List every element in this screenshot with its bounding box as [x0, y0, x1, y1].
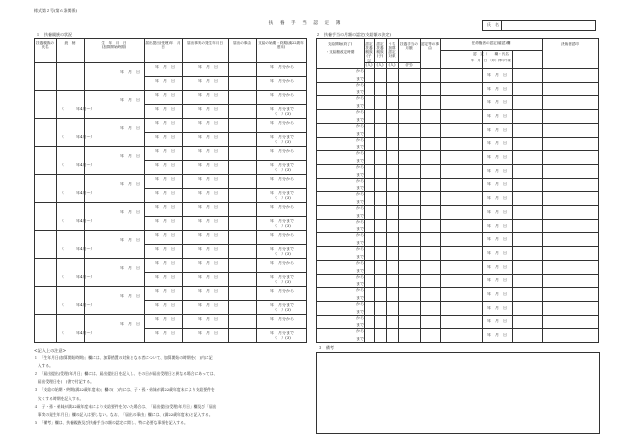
report-date-value[interactable]: 年 月 日 — [155, 121, 175, 125]
event-date-value[interactable]: 年 月 日 — [198, 205, 218, 209]
age-start-value[interactable]: （ 年4月～） — [60, 135, 95, 139]
start-change-made[interactable]: まで — [356, 158, 364, 163]
support-period-value[interactable]: 年 月分まで — [270, 331, 294, 335]
birthdate-value[interactable]: 年 月 日 — [120, 210, 140, 214]
grid-line — [34, 202, 306, 203]
remarks-title: ３ 備考 — [318, 345, 334, 350]
hdr-report-reason: 届出の事由 — [233, 41, 251, 45]
authority-date[interactable]: 年 月 日 — [487, 182, 507, 187]
report-date-value[interactable]: 年 月 日 — [155, 317, 175, 321]
report-date-value[interactable]: 年 月 日 — [155, 247, 175, 251]
hdr-monthly-amount: 扶養手当の月額 — [400, 42, 418, 51]
support-period-value[interactable]: 年 月分から — [270, 149, 294, 153]
grid-line — [228, 38, 229, 342]
start-change-made[interactable]: まで — [356, 76, 364, 81]
note-line: １ 「生年月日(加算開始時期)」欄には、加算措置の対象となる者について、加算開始の時期を( )内に記 — [34, 354, 213, 360]
age-start-value[interactable]: （ 年4月～） — [60, 191, 95, 195]
name-box[interactable] — [482, 20, 596, 31]
hdr-start-end: 支給開始(終了) ・支給額改定時期 — [325, 42, 355, 55]
support-end-age[interactable]: （ ）(3) — [273, 167, 291, 172]
authority-date[interactable]: 年 月 日 — [487, 168, 507, 173]
start-change-kara[interactable]: から — [356, 164, 364, 169]
event-date-value[interactable]: 年 月 日 — [198, 149, 218, 153]
notes-title: <記入上の注意> — [34, 348, 67, 353]
birthdate-value[interactable]: 年 月 日 — [120, 70, 140, 74]
start-change-made[interactable]: まで — [356, 337, 364, 341]
start-change-kara[interactable]: から — [356, 315, 364, 320]
report-date-value[interactable] — [148, 121, 182, 125]
authority-date[interactable]: 年 月 日 — [487, 264, 507, 269]
support-end-age[interactable]: （ ）(3) — [273, 335, 291, 340]
grid-line — [542, 38, 543, 342]
grid-line — [512, 50, 513, 342]
birthdate-value[interactable]: 年 月 日 — [120, 322, 140, 326]
support-end-age[interactable]: （ ）(3) — [273, 223, 291, 228]
birthdate-value[interactable] — [88, 126, 140, 130]
remarks-box[interactable] — [316, 352, 600, 434]
event-date-value[interactable]: 年 月 日 — [198, 177, 218, 181]
start-change-made[interactable]: まで — [356, 104, 364, 109]
note-line: ４ 子・孫・弟妹が満22歳年度末により支給要件を欠いた場合は、「届出提出(受理)年月日」欄及び「届出 — [34, 403, 217, 409]
start-change-kara[interactable]: から — [356, 247, 364, 252]
report-date-value[interactable] — [148, 177, 182, 181]
section1-title: １ 扶養親族の状況 — [36, 32, 72, 37]
grid-line — [144, 38, 145, 342]
hdr-dependent-name: 扶養親族の氏名 — [36, 41, 54, 50]
notes-block — [34, 349, 310, 433]
event-date-value[interactable]: 年 月 日 — [198, 65, 218, 69]
unit-label: (人) — [388, 63, 396, 67]
authority-date[interactable]: 年 月 日 — [487, 223, 507, 228]
start-change-kara[interactable]: から — [356, 288, 364, 293]
grid-line — [306, 38, 307, 343]
support-period-value[interactable]: 年 月分まで — [270, 163, 294, 167]
authority-date[interactable]: 年 月 日 — [487, 319, 507, 324]
support-period-value[interactable]: 年 月分から — [270, 205, 294, 209]
age-start-value[interactable]: （ 年4月～） — [60, 247, 95, 251]
age-start-value[interactable]: （ 年4月～） — [60, 163, 95, 167]
authority-date[interactable]: 年 月 日 — [487, 100, 507, 105]
birthdate-value[interactable]: 年 月 日 — [120, 238, 140, 242]
start-change-made[interactable]: まで — [356, 282, 364, 287]
unit-label: (人) — [376, 63, 384, 67]
authority-date[interactable]: 年 月 日 — [487, 141, 507, 146]
unit-label: (円) — [405, 63, 413, 67]
report-date-value[interactable]: 年 月 日 — [155, 149, 175, 153]
start-change-kara[interactable]: から — [356, 206, 364, 210]
grid-line — [440, 50, 542, 51]
start-change-made[interactable]: まで — [356, 131, 364, 136]
event-date-value[interactable]: 年 月 日 — [198, 121, 218, 125]
hdr-authority-sub2: 年 月 日 （印）押印不要 — [471, 59, 511, 62]
start-change-made[interactable]: まで — [356, 213, 364, 218]
support-period-value[interactable]: 年 月分まで — [270, 107, 294, 111]
note-line: ５ 「備考」欄は、扶養親族及び扶養手当の額の認定に関し、特に必要な事項を記入する。 — [34, 420, 188, 426]
start-change-made[interactable]: まで — [356, 90, 364, 95]
age-start-value[interactable]: （ 年4月～） — [60, 107, 95, 111]
unit-label: (人) — [365, 63, 373, 67]
age-start-value[interactable]: （ 年4月～） — [60, 331, 95, 335]
authority-date[interactable]: 年 月 日 — [487, 292, 507, 297]
page-title: 扶 養 手 当 認 定 簿 — [268, 21, 342, 26]
note-line: ２ 「届出提出(受理)年月日」欄には、届出提出日を記入し、その日が届出受理日と異なる場合にあっては、 — [34, 371, 218, 377]
grid-line — [34, 230, 306, 231]
grid-line — [316, 342, 598, 343]
birthdate-value[interactable]: 年 月 日 — [120, 182, 140, 186]
event-date-value[interactable]: 年 月 日 — [198, 191, 218, 195]
grid-line — [34, 314, 306, 315]
start-change-kara[interactable]: から — [356, 260, 364, 265]
grid-line — [182, 38, 183, 342]
name-label: 氏 名 — [487, 22, 499, 27]
grid-line — [34, 90, 306, 91]
support-period-value[interactable]: 年 月分から — [270, 121, 294, 125]
report-date-value[interactable] — [148, 191, 182, 195]
support-period-value[interactable]: 年 月分から — [270, 233, 294, 237]
start-change-made[interactable]: まで — [356, 145, 364, 150]
report-date-value[interactable]: 年 月 日 — [155, 107, 175, 111]
start-change-made[interactable]: まで — [356, 172, 364, 177]
grid-line — [374, 38, 375, 342]
note-line: ３ 「支給の始期・終期(満22歳年度末)」欄の( )内には、子・孫・弟妹が満22歳年度末により支給要件を — [34, 387, 215, 393]
report-date-value[interactable] — [148, 135, 182, 139]
dependents-table — [34, 38, 306, 342]
authority-date[interactable]: 年 月 日 — [487, 196, 507, 201]
allowance-table — [316, 38, 598, 342]
grid-line — [316, 38, 317, 342]
event-date-value[interactable]: 年 月 日 — [198, 93, 218, 97]
note-line: 事実の発生年月日」欄の記入は要しない。なお、「届出の事由」欄には、(満22歳年度末)と記入する。 — [34, 412, 213, 418]
start-change-kara[interactable]: から — [356, 110, 364, 115]
authority-date[interactable]: 年 月 日 — [487, 209, 507, 214]
grid-line — [364, 38, 365, 342]
support-period-value[interactable]: 年 月分から — [270, 93, 294, 97]
authority-date[interactable]: 年 月 日 — [487, 250, 507, 255]
support-period-value[interactable] — [258, 121, 306, 125]
event-date-value[interactable]: 年 月 日 — [198, 79, 218, 83]
note-line: 入する。 — [34, 362, 53, 368]
age-start-value[interactable] — [60, 191, 130, 195]
report-date-value[interactable]: 年 月 日 — [155, 93, 175, 97]
grid-line — [34, 118, 306, 119]
authority-date[interactable]: 年 月 日 — [487, 333, 507, 338]
start-change-kara[interactable]: から — [356, 151, 364, 156]
grid-line — [256, 38, 257, 342]
start-change-made[interactable]: まで — [356, 323, 364, 328]
event-date-value[interactable] — [188, 191, 228, 195]
event-date-value[interactable] — [188, 177, 228, 181]
start-change-made[interactable]: まで — [356, 186, 364, 191]
start-change-made[interactable]: まで — [356, 254, 364, 259]
support-end-age[interactable] — [258, 196, 306, 200]
report-date-value[interactable]: 年 月 日 — [155, 191, 175, 195]
grid-line — [34, 38, 306, 39]
grid-line — [34, 146, 306, 147]
hdr-authority-sub: 認 定（ 職・氏名 — [473, 52, 509, 56]
support-end-age[interactable] — [258, 140, 306, 144]
age-start-value[interactable] — [60, 135, 130, 139]
hdr-dependents-child: 認定扶養親族(子) — [376, 42, 384, 59]
event-date-value[interactable]: 年 月 日 — [198, 233, 218, 237]
event-date-value[interactable]: 年 月 日 — [198, 135, 218, 139]
support-end-age[interactable]: （ ）(3) — [273, 139, 291, 144]
event-date-value[interactable] — [188, 121, 228, 125]
start-change-kara[interactable]: から — [356, 301, 364, 306]
start-change-made[interactable]: まで — [356, 241, 364, 246]
hdr-support-period: 支給の始期・終期(満22歳年度末) — [258, 41, 304, 50]
start-change-kara[interactable]: から — [356, 69, 364, 73]
authority-date[interactable]: 年 月 日 — [487, 127, 507, 132]
support-period-value[interactable]: 年 月分まで — [270, 219, 294, 223]
start-change-made[interactable]: まで — [356, 200, 364, 204]
grid-line — [420, 38, 421, 342]
support-end-age[interactable]: （ ）(3) — [273, 195, 291, 200]
start-change-kara[interactable]: から — [356, 137, 364, 142]
grid-line — [440, 38, 441, 342]
form-number: 様式第２号(第６条関係) — [34, 8, 78, 13]
hdr-authority: 任命権者の認定(確認)欄 — [471, 41, 511, 45]
event-date-value[interactable]: 年 月 日 — [198, 247, 218, 251]
event-date-value[interactable] — [188, 135, 228, 139]
report-date-value[interactable]: 年 月 日 — [155, 65, 175, 69]
authority-date[interactable]: 年 月 日 — [487, 305, 507, 310]
grid-line — [34, 258, 306, 259]
birthdate-value[interactable]: 年 月 日 — [120, 98, 140, 102]
hdr-birthdate: 生 年 月 日 (加算開始時期) — [101, 41, 127, 50]
start-change-made[interactable]: まで — [356, 268, 364, 273]
start-change-kara[interactable]: から — [356, 219, 364, 224]
grid-line — [598, 38, 599, 343]
support-end-age[interactable]: （ ）(3) — [273, 251, 291, 256]
hdr-relation: 続 柄 — [64, 41, 76, 45]
report-date-value[interactable]: 年 月 日 — [155, 177, 175, 181]
hdr-addition-target: うち加算認定対象 — [388, 42, 396, 59]
start-change-made[interactable]: まで — [356, 309, 364, 314]
report-date-value[interactable]: 年 月 日 — [155, 331, 175, 335]
support-period-value[interactable] — [258, 177, 306, 181]
note-line: 欠くする時期を記入する。 — [34, 395, 84, 401]
grid-line — [34, 62, 306, 63]
start-change-made[interactable]: まで — [356, 117, 364, 122]
start-change-kara[interactable]: から — [356, 178, 364, 183]
support-period-value[interactable]: 年 月分から — [270, 79, 294, 83]
birthdate-value[interactable]: 年 月 日 — [120, 126, 140, 130]
note-line: 届出受理日を( )書で付記する。 — [34, 379, 94, 385]
start-change-kara[interactable]: から — [356, 96, 364, 101]
report-date-value[interactable]: 年 月 日 — [155, 233, 175, 237]
report-date-value[interactable]: 年 月 日 — [155, 219, 175, 223]
report-date-value[interactable]: 年 月 日 — [155, 205, 175, 209]
report-date-value[interactable]: 年 月 日 — [155, 163, 175, 167]
grid-line — [316, 38, 598, 39]
event-date-value[interactable]: 年 月 日 — [198, 219, 218, 223]
section2-title: ２ 扶養手当の月額の認定(支給額の決定) — [316, 32, 392, 37]
start-change-kara[interactable]: から — [356, 329, 364, 334]
event-date-value[interactable]: 年 月 日 — [198, 331, 218, 335]
start-change-kara[interactable]: から — [356, 123, 364, 128]
event-date-value[interactable]: 年 月 日 — [198, 317, 218, 321]
authority-date[interactable]: 年 月 日 — [487, 237, 507, 242]
authority-date[interactable]: 年 月 日 — [487, 86, 507, 91]
grid-line — [34, 286, 306, 287]
age-start-value[interactable]: （ 年4月～） — [60, 219, 95, 223]
authority-date[interactable]: 年 月 日 — [487, 72, 507, 77]
grid-line — [386, 38, 387, 342]
authority-date[interactable]: 年 月 日 — [487, 155, 507, 160]
authority-date[interactable]: 年 月 日 — [487, 278, 507, 283]
start-change-kara[interactable]: から — [356, 233, 364, 238]
report-date-value[interactable]: 年 月 日 — [155, 79, 175, 83]
support-period-value[interactable]: 年 月分から — [270, 65, 294, 69]
hdr-reason: 認定等の事由 — [421, 42, 439, 51]
support-end-age[interactable]: （ ）(3) — [273, 111, 291, 116]
support-period-value[interactable]: 年 月分から — [270, 177, 294, 181]
start-change-kara[interactable]: から — [356, 274, 364, 279]
event-date-value[interactable]: 年 月 日 — [198, 163, 218, 167]
grid-line — [34, 174, 306, 175]
authority-date[interactable]: 年 月 日 — [487, 113, 507, 118]
support-period-value[interactable]: 年 月分まで — [270, 191, 294, 195]
start-change-kara[interactable]: から — [356, 82, 364, 87]
birthdate-value[interactable] — [88, 182, 140, 186]
grid-line — [56, 38, 57, 342]
support-period-value[interactable]: 年 月分から — [270, 317, 294, 321]
start-change-kara[interactable]: から — [356, 192, 364, 197]
grid-line — [398, 38, 399, 342]
support-period-value[interactable]: 年 月分まで — [270, 135, 294, 139]
event-date-value[interactable]: 年 月 日 — [198, 107, 218, 111]
birthdate-value[interactable]: 年 月 日 — [120, 154, 140, 158]
support-period-value[interactable]: 年 月分まで — [270, 247, 294, 251]
grid-line — [34, 38, 35, 342]
hdr-report-date: 届出提出(受理)年 月 日 — [145, 41, 181, 50]
hdr-event-date: 届出事実の発生年月日 — [187, 41, 223, 45]
hdr-approver-seal: 決裁者認印 — [561, 42, 579, 46]
start-change-made[interactable]: まで — [356, 295, 364, 300]
grid-line — [84, 38, 85, 342]
hdr-dependents-other: 認定扶養親族(子以 — [365, 42, 373, 62]
report-date-value[interactable]: 年 月 日 — [155, 135, 175, 139]
grid-line — [482, 50, 483, 342]
grid-line — [34, 342, 306, 343]
start-change-made[interactable]: まで — [356, 227, 364, 232]
